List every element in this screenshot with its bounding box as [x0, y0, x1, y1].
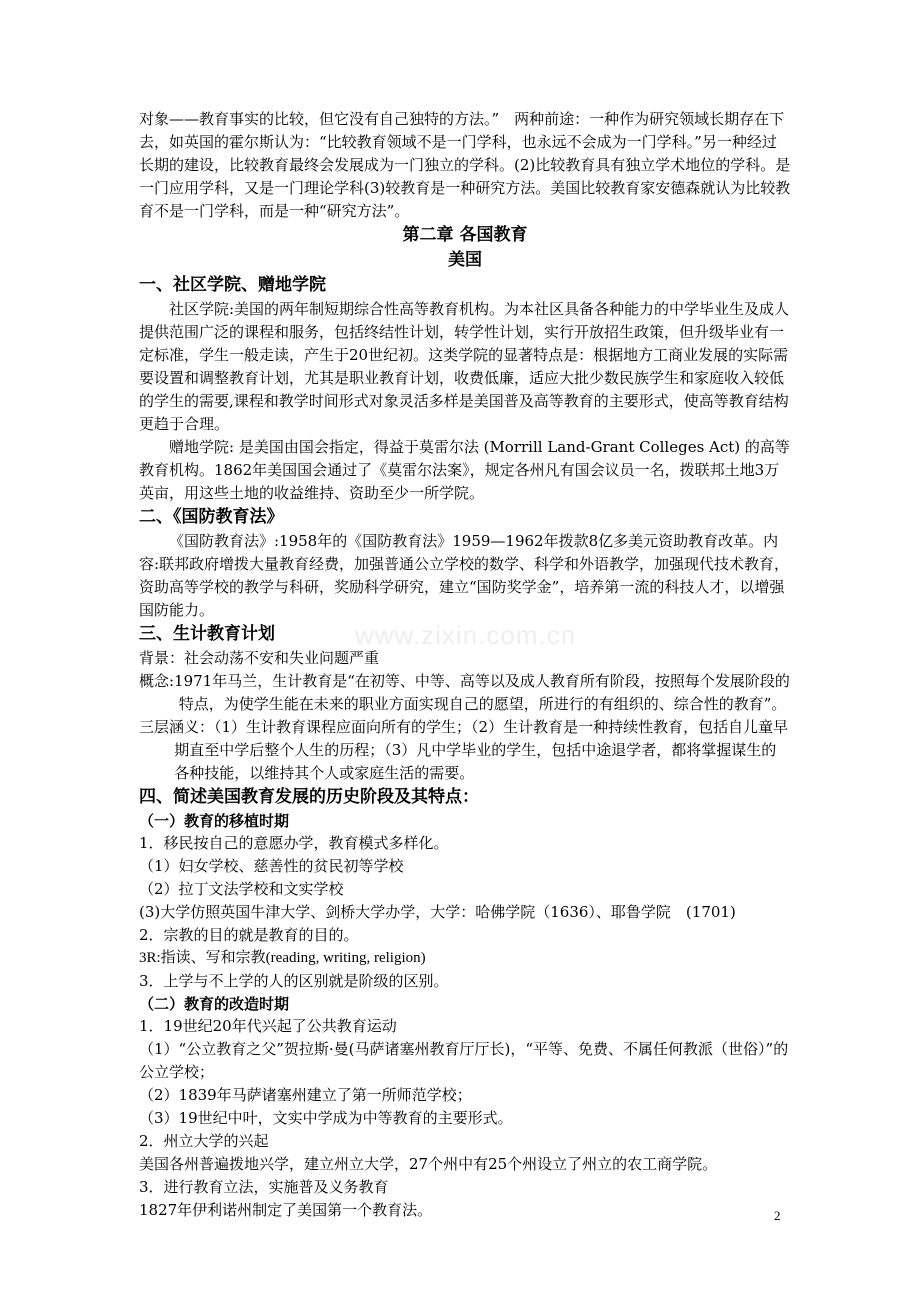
section-2-heading: 二、《国防教育法》 [139, 507, 284, 527]
chapter-country: 美国 [448, 250, 482, 270]
list-item: 3．进行教育立法，实施普及义务教育 [139, 1178, 389, 1196]
list-item: 3．上学与不上学的人的区别就是阶级的区别。 [139, 972, 449, 990]
career-concept: 概念:1971年马兰，生计教育是“在初等、中等、高等以及成人教育所有阶段，按照每个发展阶段的特点，为使学生能在未来的职业方面实现自己的愿望，所进行的有组织的、综合性的教育”。 [139, 672, 790, 713]
list-item: 2．宗教的目的就是教育的目的。 [139, 926, 359, 944]
list-item: （1）“公立教育之父”贺拉斯·曼(马萨诸塞州教育厅厅长)，“平等、免费、不属任何教派（世俗）”的公立学校； [139, 1040, 789, 1081]
defense-education-paragraph: 《国防教育法》:1958年的《国防教育法》1959—1962年拨款8亿多美元资助教育改革。内容:联邦政府增拨大量教育经费，加强普通公立学校的数学、科学和外语教学，加强现代技术教育，资助高等学校的教学与科研，奖励科学研究，建立“国防奖学金”，培养第一流的科技人才，以增强国防能力。 [139, 532, 790, 619]
community-college-paragraph: 社区学院:美国的两年制短期综合性高等教育机构。为本社区具备各种能力的中学毕业生及成人提供范围广泛的课程和服务，包括终结性计划，转学性计划，实行开放招生政策，但升级毕业有一定标准，学生一般走读，产生于20世纪初。这类学院的显著特点是：根据地方工商业发展的实际需要设置和调整教育计划，尤其是职业教育计划，收费低廉，适应大批少数民族学生和家庭收入较低的学生的需要,课程和教学时间形式对象灵活多样是美国普及高等教育的主要形式，使高等教育结构更趋于合理。 [139, 300, 790, 433]
career-three-levels: 三层涵义：（1）生计教育课程应面向所有的学生；（2）生计教育是一种持续性教育，包括自儿童早期直至中学后整个人生的历程；（3）凡中学毕业的学生，包括中途退学者，都将掌握谋生的各种技能，以维持其个人或家庭生活的需要。 [139, 718, 789, 782]
intro-paragraph: 对象——教育事实的比较，但它没有自己独特的方法。” 两种前途：一种作为研究领域长期存在下去，如英国的霍尔斯认为：“比较教育领域不是一门学科，也永远不会成为一门学科。”另一种经过长期的建设，比较教育最终会发展成为一门独立的学科。(2)比较教育具有独立学术地位的学科。是一门应用学科，又是一门理论学科(3)较教育是一种研究方法。美国比较教育家安德森就认为比较教育不是一门学科，而是一种“研究方法”。 [139, 110, 791, 220]
section-3-heading: 三、生计教育计划 [139, 624, 275, 644]
section-4-heading: 四、简述美国教育发展的历史阶段及其特点： [139, 787, 479, 807]
list-item: （2）1839年马萨诸塞州建立了第一所师范学校； [139, 1086, 472, 1104]
chapter-title: 第二章 各国教育 [402, 225, 528, 245]
career-background: 背景：社会动荡不安和失业问题严重 [139, 649, 380, 667]
list-item: （3）19世纪中叶，文实中学成为中等教育的主要形式。 [139, 1109, 513, 1127]
list-item: （2）拉丁文法学校和文实学校 [139, 880, 344, 898]
list-item: 2．州立大学的兴起 [139, 1132, 269, 1150]
page-content [139, 108, 791, 1222]
list-item: 1．移民按自己的意愿办学，教育模式多样化。 [139, 834, 449, 852]
section-1-heading: 一、社区学院、赠地学院 [139, 275, 326, 295]
page-number: 2 [774, 1208, 781, 1223]
list-item: (3)大学仿照英国牛津大学、剑桥大学办学，大学：哈佛学院（1636）、耶鲁学院 (1701) [139, 903, 736, 921]
subsection-1-heading: （一）教育的移植时期 [139, 812, 290, 830]
list-item: （1）妇女学校、慈善性的贫民初等学校 [139, 857, 404, 875]
subsection-2-heading: （二）教育的改造时期 [139, 995, 290, 1013]
list-item: 1827年伊利诺州制定了美国第一个教育法。 [139, 1201, 433, 1219]
list-item: 1．19世纪20年代兴起了公共教育运动 [139, 1017, 397, 1035]
three-r-line: 3R:指读、写和宗教(reading, writing, religion) [139, 950, 426, 966]
watermark: www.zixin.com.cn [355, 620, 577, 650]
list-item: 美国各州普遍拨地兴学，建立州立大学，27个州中有25个州设立了州立的农工商学院。 [139, 1155, 718, 1173]
land-grant-paragraph: 赠地学院: 是美国由国会指定，得益于莫雷尔法 (Morrill Land-Grant Colleges Act) 的高等教育机构。1862年美国国会通过了《莫雷尔法案》，规定各州凡有国会议员一名，拨联邦土地3万英亩，用这些土地的收益维持、资助至少一所学院。 [139, 438, 790, 502]
